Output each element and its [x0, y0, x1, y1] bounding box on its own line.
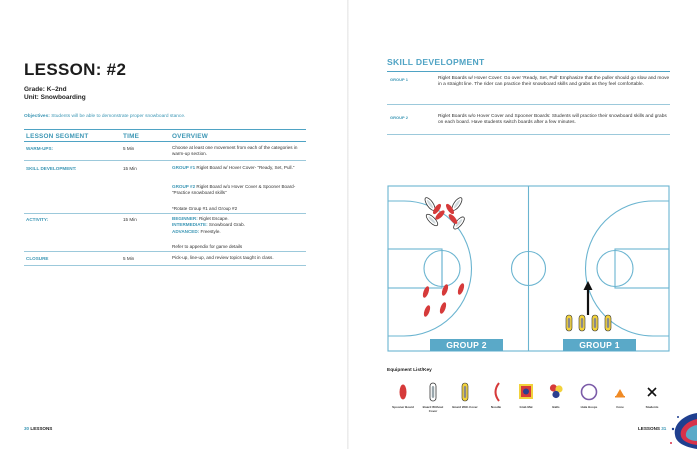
equip-students: [638, 381, 666, 410]
direction-arrow: [584, 281, 593, 315]
equip-label: Cone: [616, 405, 624, 409]
equip-hula-hoops: [575, 381, 603, 410]
segment-activity: ACTIVITY:: [26, 217, 49, 222]
equip-label: Hula Hoops: [580, 405, 598, 409]
board-with-cover: [605, 315, 611, 331]
footer-right: [638, 426, 666, 431]
groups-divider: [387, 104, 670, 105]
group1-text: Riglet Board w/ Hover Cover- “Ready, Set, Pull.”: [195, 165, 295, 170]
overview-closure: Pick-up, line-up, and review topics taught in class.: [172, 255, 274, 260]
th-overview: OVERVIEW: [172, 133, 208, 140]
equip-spooner-board: [389, 381, 417, 410]
segment-warmups: WARM-UPS:: [26, 146, 54, 151]
groups-bottom-rule: [387, 134, 670, 135]
footer-left-word: LESSONS: [30, 426, 53, 431]
advanced-text: Freestyle.: [199, 228, 221, 234]
segment-closure: CLOSURE: [26, 256, 49, 261]
group1-label: GROUP #1: [172, 165, 196, 170]
grab-mat-icon: [518, 381, 534, 403]
group2-banner: GROUP 2: [430, 339, 503, 351]
balls-icon: [548, 381, 564, 403]
time-skill: 15 Min: [123, 166, 137, 171]
group2-label: GROUP 2: [390, 115, 408, 120]
decorative-swirl-icon: [665, 405, 697, 449]
objectives-text: Students will be able to demonstrate proper snowboard stance.: [49, 114, 186, 119]
beginner-text: Riglet Escape.: [197, 216, 229, 221]
board-with-cover: [566, 315, 572, 331]
noodle-icon: [490, 381, 502, 403]
board-with-cover-icon: [459, 381, 471, 403]
groups-top-rule: [387, 71, 670, 72]
left-key: [388, 249, 442, 288]
group1-banner: GROUP 1: [563, 339, 636, 351]
time-activity: 15 Min: [123, 217, 137, 222]
equip-label: Spooner Board: [392, 405, 414, 409]
rotate-note: *Rotate Group #1 and Group #2: [172, 206, 238, 211]
group1-description: Riglet Boards w/ Hover Cover: Go over ‘Ready, Set, Pull’ Emphasize that the puller should go slow and move in a straight line. The rider can practice their snowboard skills and grabs as they feel comfortable.: [438, 76, 670, 88]
group2-label: GROUP #2: [172, 184, 196, 189]
right-three-point-arc: [586, 201, 670, 336]
row-divider: [24, 160, 306, 161]
equip-label: Balls: [552, 405, 560, 409]
board-with-cover: [592, 315, 598, 331]
row-divider: [24, 213, 306, 214]
time-closure: 5 Min: [123, 256, 135, 261]
spooner-board: [457, 283, 466, 296]
row-divider: [24, 265, 306, 266]
footer-right-word: LESSONS: [638, 426, 660, 431]
right-key: [615, 249, 669, 288]
equip-label: Grab Mat: [519, 405, 533, 409]
equipment-title: Equipment List/Key: [387, 368, 432, 373]
spooner-board: [447, 213, 459, 225]
spooner-board-icon: [397, 381, 409, 403]
group2-description: Riglet Boards w/o Hover Cover and Spooner Boards: Students will practice their snowboard skills and grabs on each board. Have students switch boards after a few minutes.: [438, 114, 667, 126]
right-page: [349, 0, 697, 449]
left-page: [0, 0, 348, 449]
objectives-label: Objectives:: [24, 114, 50, 119]
unit-label: Unit: Snowboarding: [24, 94, 86, 101]
group1-boards: [566, 281, 611, 331]
time-warmups: 5 Min: [123, 146, 135, 151]
spooner-board: [423, 305, 432, 318]
advanced-label: ADVANCED:: [172, 228, 200, 234]
equip-board-with-cover: [451, 381, 479, 410]
equip-cone: [606, 381, 634, 410]
th-segment: LESSON SEGMENT: [26, 133, 89, 140]
grade-unit: [24, 86, 86, 102]
equip-balls: [542, 381, 570, 410]
table-top-rule: [24, 129, 306, 130]
grade-label: Grade: K–2nd: [24, 86, 67, 93]
row-divider: [24, 251, 306, 252]
segment-skill: SKILL DEVELOPMENT:: [26, 166, 77, 171]
lesson-title: LESSON: #2: [24, 60, 127, 79]
footer-right-num: 31: [661, 426, 667, 431]
equip-grab-mat: [512, 381, 540, 410]
th-time: TIME: [123, 133, 140, 140]
spooner-board: [439, 302, 448, 315]
equip-label: Board With Cover: [452, 405, 478, 409]
board-without-cover-icon: [427, 381, 439, 403]
overview-warmups: Choose at least one movement from each of the categories in warm-up section.: [172, 145, 298, 157]
overview-skill-group1: [172, 165, 308, 171]
intermediate-text: Snowboard Grab.: [207, 222, 245, 228]
overview-skill-group2: [172, 184, 308, 197]
footer-left: [24, 426, 52, 431]
equip-label: Noodle: [490, 405, 502, 409]
equip-noodle: [482, 381, 510, 410]
overview-activity: [172, 216, 308, 235]
skill-development-title: SKILL DEVELOPMENT: [387, 57, 485, 67]
advanced-line: [172, 229, 308, 235]
group2-text: Riglet Board w/o Hover Cover & Spooner Board- “Practice snowboard skills”: [172, 184, 296, 196]
beginner-label: BEGINNER:: [172, 216, 198, 221]
table-header-rule: [24, 141, 306, 142]
equip-label: Students: [645, 405, 659, 409]
group1-label: GROUP 1: [390, 77, 408, 82]
equip-label: Board Without Cover: [422, 405, 444, 413]
intermediate-label: INTERMEDIATE:: [172, 222, 208, 228]
student-icon: [646, 381, 658, 403]
hula-hoop-icon: [579, 381, 599, 403]
objectives: [24, 114, 185, 119]
court-diagram: [387, 185, 670, 352]
equip-board-without-cover: [419, 381, 447, 413]
board-with-cover: [579, 315, 585, 331]
appendix-note: Refer to appendix for game details: [172, 244, 243, 249]
footer-left-num: 30: [24, 426, 30, 431]
cone-icon: [614, 381, 626, 403]
